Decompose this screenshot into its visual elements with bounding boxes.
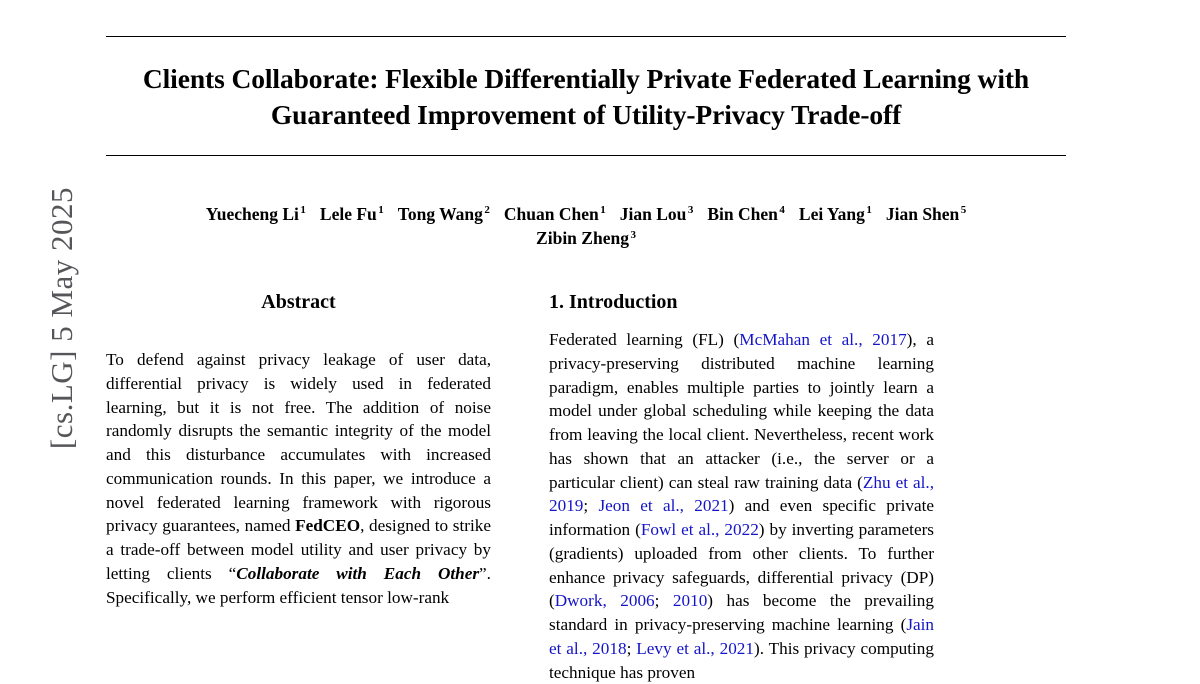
arxiv-stamp: [cs.LG] 5 May 2025 xyxy=(44,186,79,450)
author-2 xyxy=(320,204,384,224)
author-name: Jian Shen xyxy=(885,203,960,224)
author-affiliation-marker: 1 xyxy=(300,203,306,216)
abstract-body xyxy=(106,348,491,609)
author-9 xyxy=(536,228,636,248)
author-7 xyxy=(799,204,872,224)
author-name: Yuecheng Li xyxy=(205,203,299,224)
author-8 xyxy=(886,204,966,224)
intro-text-segment: ; xyxy=(626,638,637,658)
paper-page xyxy=(106,0,1066,682)
author-affiliation-marker: 5 xyxy=(960,203,967,216)
intro-text-segment: ) and even specific private information ( xyxy=(549,496,934,540)
citation-link[interactable]: Zhu et al., 2019 xyxy=(549,472,934,516)
author-affiliation-marker: 2 xyxy=(484,203,490,216)
citation-link[interactable]: Levy et al., 2021 xyxy=(636,638,754,658)
intro-text-segment: ; xyxy=(583,496,599,516)
citation-link[interactable]: Fowl et al., 2022 xyxy=(640,520,759,540)
intro-text-segment: ; xyxy=(654,591,673,611)
intro-text-segment: ) has become the prevailing standard in privacy-preserving machine learning ( xyxy=(549,591,934,635)
author-affiliation-marker: 3 xyxy=(687,203,694,216)
title-rule-bottom xyxy=(106,155,1066,156)
intro-text-segment: ) by inverting parameters (gradients) uploaded from other clients. To further enhance privacy safeguards, differential privacy (DP) ( xyxy=(549,520,934,611)
abstract-text-1: To defend against privacy leakage of user data, differential privacy is widely used in federated learning, but it is not free. The addition of noise randomly disrupts the semantic integrity of the model and this disturbance accumulates with increased communication rounds. In this paper, we introduce a novel federated learning framework with rigorous privacy guarantees, named xyxy=(106,350,491,536)
intro-text-segment: ), a privacy-preserving distributed machine learning paradigm, enables multiple parties to jointly learn a model under global scheduling while keeping the data from leaving the local client. Nevertheless, recent work has shown that an attacker (i.e., the server or a particular client) can steal raw training data ( xyxy=(549,330,934,492)
author-name: Lei Yang xyxy=(798,203,865,224)
two-column-body xyxy=(106,291,1066,684)
author-5 xyxy=(620,204,694,224)
author-affiliation-marker: 3 xyxy=(630,228,636,241)
author-6 xyxy=(707,204,785,224)
author-3 xyxy=(398,204,490,224)
author-name: Zibin Zheng xyxy=(536,228,629,249)
introduction-body xyxy=(549,328,934,684)
title-rule-top xyxy=(106,36,1066,37)
author-4 xyxy=(504,204,606,224)
author-name: Lele Fu xyxy=(319,203,377,224)
author-affiliation-marker: 1 xyxy=(378,203,384,216)
citation-link[interactable]: Jain et al., 2018 xyxy=(549,615,934,658)
citation-link[interactable]: Jeon et al., 2021 xyxy=(598,496,729,516)
author-name: Jian Lou xyxy=(619,203,687,224)
right-column xyxy=(549,291,934,684)
author-affiliation-marker: 4 xyxy=(779,203,785,216)
author-name: Tong Wang xyxy=(397,203,483,224)
intro-text-segment: ). This privacy computing technique has proven xyxy=(549,638,934,682)
page-title: Clients Collaborate: Flexible Differentially Private Federated Learning with Guaranteed Improvement of Utility-Privacy Trade-off xyxy=(142,63,1030,131)
author-name: Chuan Chen xyxy=(503,203,599,224)
author-name: Bin Chen xyxy=(707,203,778,224)
abstract-bold-fedceo: FedCEO xyxy=(295,516,361,536)
author-list xyxy=(106,202,1066,252)
introduction-paragraph xyxy=(549,328,934,684)
citation-link[interactable]: Dwork, 2006 xyxy=(554,591,655,611)
author-affiliation-marker: 1 xyxy=(866,203,872,216)
introduction-heading: 1. Introduction xyxy=(549,291,678,314)
citation-link[interactable]: 2010 xyxy=(672,591,708,611)
intro-text-segment: Federated learning (FL) ( xyxy=(549,330,740,350)
abstract-text-2: , designed to strike a trade-off between model utility and user privacy by letting clients “ xyxy=(106,516,491,583)
abstract-heading: Abstract xyxy=(261,291,336,314)
author-affiliation-marker: 1 xyxy=(600,203,606,216)
abstract-text-3: ”. Specifically, we perform efficient tensor low-rank xyxy=(106,563,491,607)
author-1 xyxy=(206,204,306,224)
citation-link[interactable]: McMahan et al., 2017 xyxy=(739,330,907,350)
left-column xyxy=(106,291,491,684)
abstract-italic-phrase: Collaborate with Each Other xyxy=(236,563,480,583)
